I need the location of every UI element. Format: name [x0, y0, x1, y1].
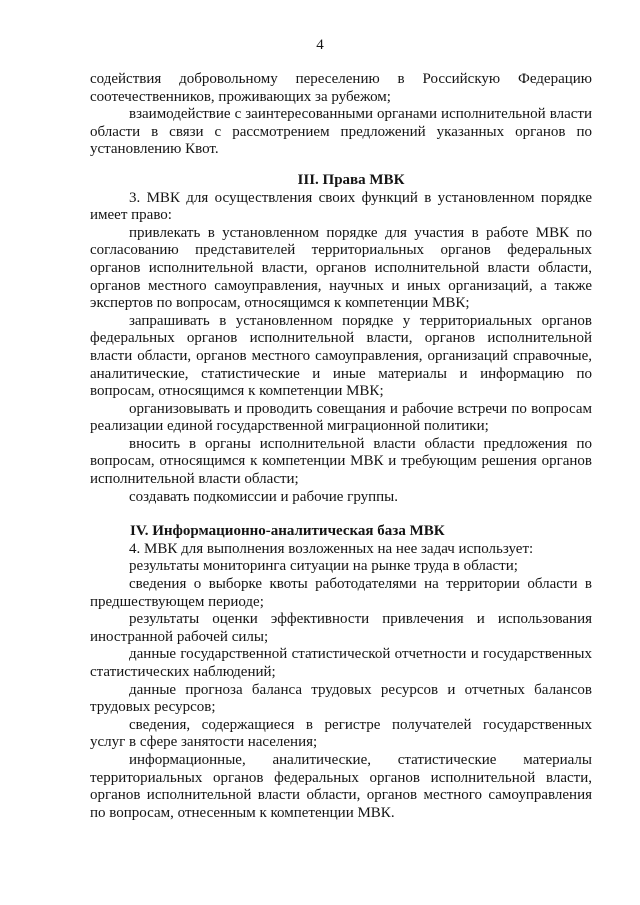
- section-4-item: результаты оценки эффективности привлечения и использования иностранной рабочей силы;: [90, 611, 592, 645]
- section-4-item: информационные, аналитические, статистические материалы территориальных органов федеральных органов исполнительной власти, органов исполнительной власти области, органов местного самоуправления по вопросам, отнесенным к компетенции МВК.: [90, 751, 592, 821]
- intro-paragraph-2: взаимодействие с заинтересованными органами исполнительной власти области в связи с рассмотрением предложений указанных органов по установлению Квот.: [90, 106, 592, 158]
- section-3-lead: 3. МВК для осуществления своих функций в установленном порядке имеет право:: [90, 189, 592, 224]
- intro-paragraph-1: содействия добровольному переселению в Российскую Федерацию соотечественников, проживающих за рубежом;: [90, 71, 592, 105]
- section-4-lead: 4. МВК для выполнения возложенных на нее задач использует:: [129, 540, 534, 557]
- document-body: [90, 71, 592, 822]
- section-3-item: привлекать в установленном порядке для участия в работе МВК по согласованию представителей территориальных органов федеральных органов исполнительной власти, органов исполнительной власти области, органов местного самоуправления, научных и иных организаций, а также экспертов по вопросам, относящимся к компетенции МВК;: [90, 224, 592, 312]
- section-3-item: организовывать и проводить совещания и рабочие встречи по вопросам реализации единой государственной миграционной политики;: [90, 400, 592, 435]
- section-4-item: данные прогноза баланса трудовых ресурсов и отчетных балансов трудовых ресурсов;: [90, 681, 592, 716]
- section-4-item: данные государственной статистической отчетности и государственных статистических наблюдений;: [90, 646, 592, 680]
- section-3-title: III. Права МВК: [297, 171, 405, 188]
- section-3-item: запрашивать в установленном порядке у территориальных органов федеральных органов исполнительной власти, органов исполнительной власти области, органов местного самоуправления, организаций справочные, аналитические, статистические и иные материалы и информацию по вопросам, относящимся к компетенции МВК;: [90, 312, 592, 400]
- section-4-title: IV. Информационно-аналитическая база МВК: [130, 523, 445, 540]
- section-4-item: сведения, содержащиеся в регистре получателей государственных услуг в сфере занятости населения;: [90, 716, 592, 751]
- section-4-item: результаты мониторинга ситуации на рынке труда в области;: [129, 558, 518, 575]
- section-3-item: создавать подкомиссии и рабочие группы.: [129, 488, 399, 505]
- section-3-item: вносить в органы исполнительной власти области предложения по вопросам, относящимся к компетенции МВК и требующим решения органов исполнительной власти области;: [90, 435, 592, 488]
- page-number: 4: [316, 37, 324, 53]
- section-4-item: сведения о выборке квоты работодателями на территории области в предшествующем периоде;: [90, 576, 592, 610]
